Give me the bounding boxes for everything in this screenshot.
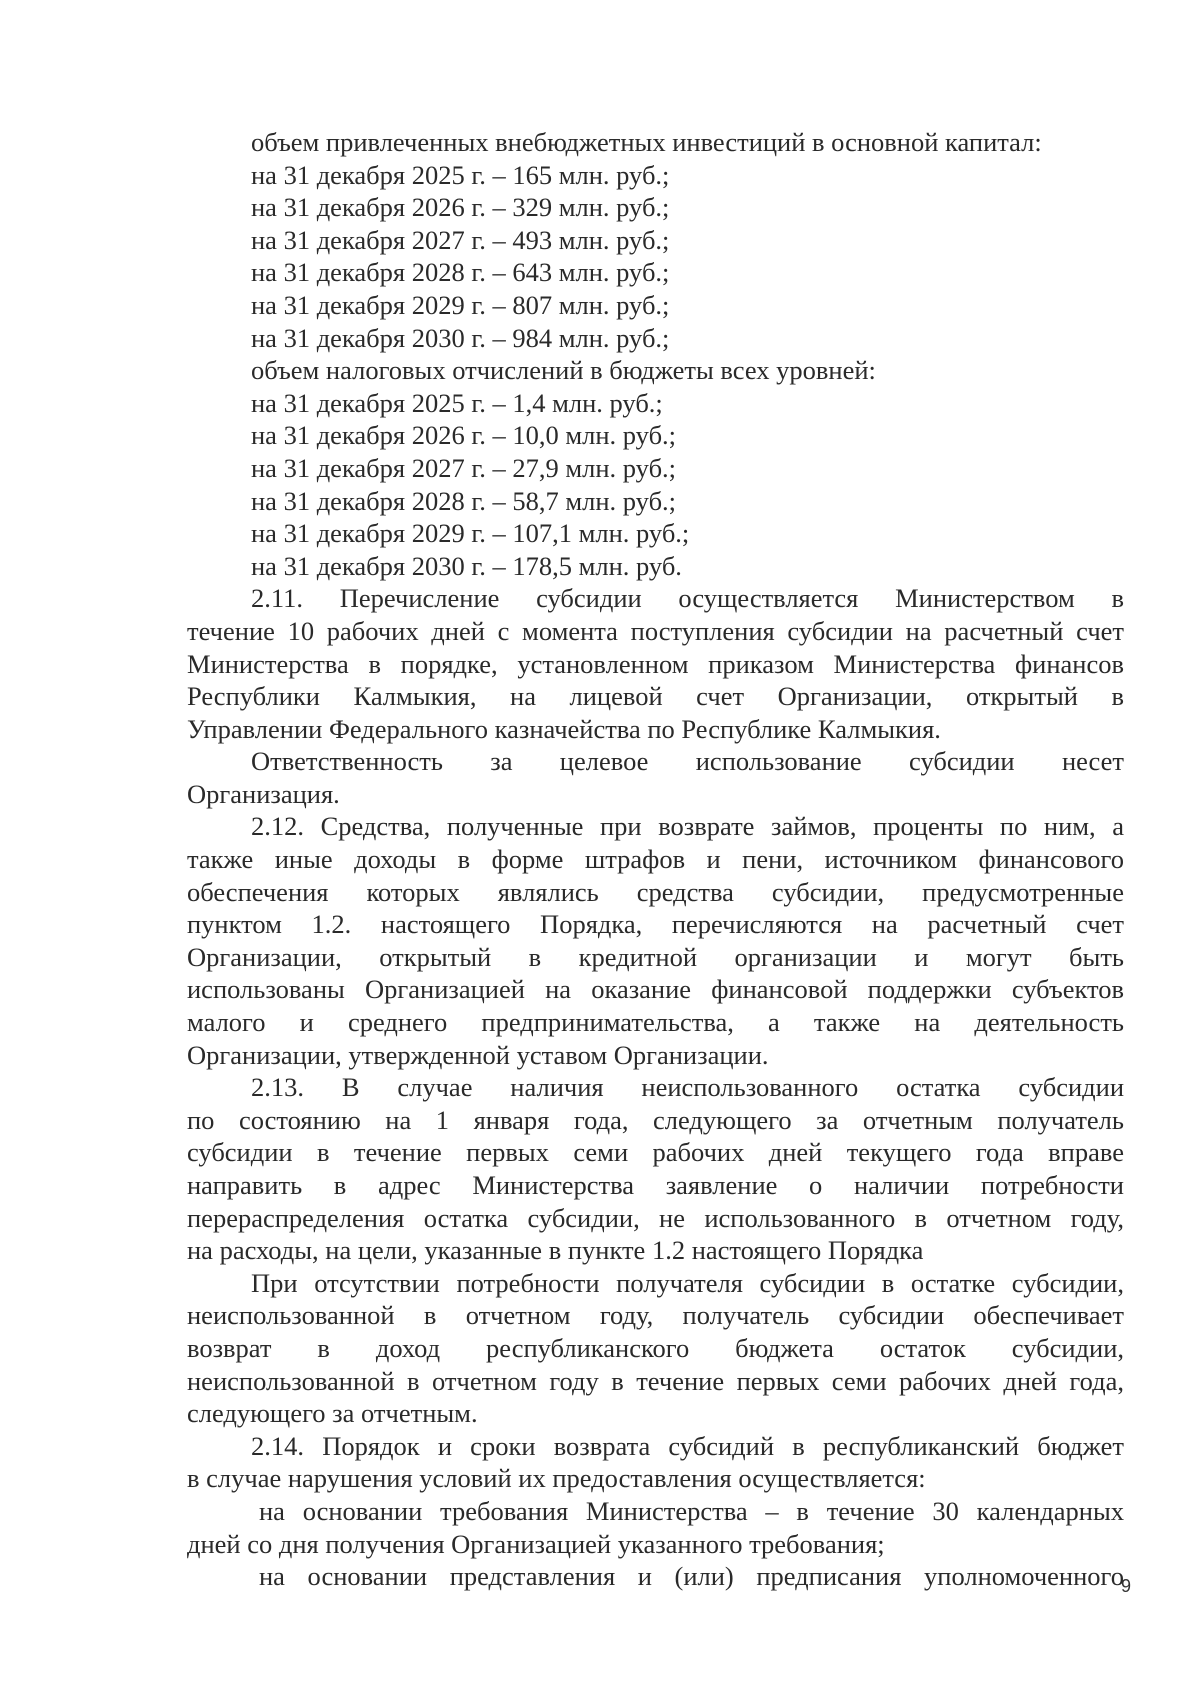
text-line: использованы Организацией на оказание финансовой поддержки субъектов	[187, 974, 1124, 1005]
text-line: Организации, открытый в кредитной организации и могут быть	[187, 941, 1124, 972]
text-line: 2.12. Средства, полученные при возврате займов, проценты по ним, а	[251, 811, 1124, 842]
text-line: на расходы, на цели, указанные в пункте 1.2 настоящего Порядка	[187, 1235, 924, 1266]
text-line: на 31 декабря 2026 г. – 329 млн. руб.;	[251, 192, 670, 223]
text-line: на 31 декабря 2025 г. – 165 млн. руб.;	[251, 159, 670, 190]
text-line: на основании требования Министерства – в течение 30 календарных	[259, 1495, 1124, 1526]
text-line: 2.11. Перечисление субсидии осуществляется Министерством в	[251, 583, 1124, 614]
page-number: 9	[1121, 1576, 1132, 1596]
text-line: направить в адрес Министерства заявление о наличии потребности	[187, 1170, 1124, 1200]
text-line: субсидии в течение первых семи рабочих дней текущего года вправе	[187, 1137, 1124, 1168]
text-line: малого и среднего предпринимательства, а также на деятельность	[187, 1007, 1124, 1038]
text-line: перераспределения остатка субсидии, не использованного в отчетном году,	[187, 1202, 1124, 1233]
text-line: также иные доходы в форме штрафов и пени, источником финансового	[187, 844, 1124, 875]
text-line: объем привлеченных внебюджетных инвестиций в основной капитал:	[251, 127, 1042, 157]
text-line: на 31 декабря 2027 г. – 27,9 млн. руб.;	[251, 452, 677, 483]
text-line: неиспользованной в отчетном году в течение первых семи рабочих дней года,	[187, 1365, 1124, 1396]
text-line: на 31 декабря 2027 г. – 493 млн. руб.;	[251, 224, 670, 255]
text-line: на 31 декабря 2029 г. – 807 млн. руб.;	[251, 289, 670, 320]
text-line: на 31 декабря 2028 г. – 58,7 млн. руб.;	[251, 485, 677, 516]
text-line: 2.13. В случае наличия неиспользованного остатка субсидии	[251, 1072, 1124, 1103]
text-line: на 31 декабря 2025 г. – 1,4 млн. руб.;	[251, 387, 663, 418]
text-line: по состоянию на 1 января года, следующего за отчетным получатель	[187, 1104, 1124, 1135]
text-line: объем налоговых отчислений в бюджеты всех уровней:	[251, 355, 876, 386]
text-line: При отсутствии потребности получателя субсидии в остатке субсидии,	[251, 1267, 1124, 1298]
text-line: обеспечения которых являлись средства субсидии, предусмотренные	[187, 876, 1124, 907]
text-line: возврат в доход республиканского бюджета остаток субсидии,	[187, 1332, 1124, 1363]
text-line: Республики Калмыкия, на лицевой счет Организации, открытый в	[187, 681, 1124, 712]
text-line: на 31 декабря 2026 г. – 10,0 млн. руб.;	[251, 420, 677, 451]
text-line: следующего за отчетным.	[187, 1398, 478, 1429]
text-line: Ответственность за целевое использование субсидии несет	[251, 746, 1124, 777]
text-line: на основании представления и (или) предписания уполномоченного	[259, 1561, 1124, 1592]
text-line: на 31 декабря 2029 г. – 107,1 млн. руб.;	[251, 518, 690, 549]
text-line: Управлении Федерального казначейства по Республике Калмыкия.	[187, 713, 941, 744]
text-line: на 31 декабря 2028 г. – 643 млн. руб.;	[251, 257, 670, 288]
text-line: Министерства в порядке, установленном приказом Министерства финансов	[187, 648, 1124, 679]
text-line: на 31 декабря 2030 г. – 984 млн. руб.;	[251, 322, 670, 353]
text-line: на 31 декабря 2030 г. – 178,5 млн. руб.	[251, 550, 682, 581]
document-body	[187, 126, 1124, 1593]
text-line: течение 10 рабочих дней с момента поступления субсидии на расчетный счет	[187, 615, 1124, 646]
text-line: неиспользованной в отчетном году, получатель субсидии обеспечивает	[187, 1300, 1124, 1331]
text-line: 2.14. Порядок и сроки возврата субсидий в республиканский бюджет	[251, 1430, 1124, 1461]
text-line: Организация.	[187, 778, 340, 809]
text-line: дней со дня получения Организацией указанного требования;	[187, 1528, 885, 1559]
text-line: пунктом 1.2. настоящего Порядка, перечисляются на расчетный счет	[187, 909, 1124, 940]
text-line: в случае нарушения условий их предоставления осуществляется:	[187, 1463, 926, 1494]
text-line: Организации, утвержденной уставом Организации.	[187, 1039, 769, 1070]
